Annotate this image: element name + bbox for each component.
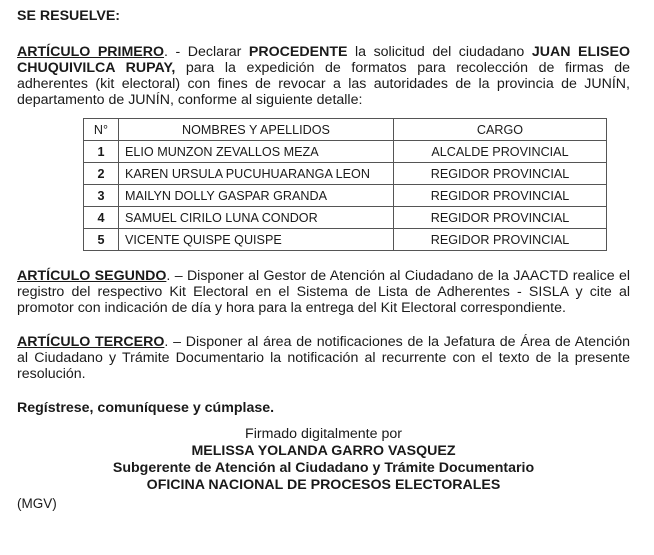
table-row: [84, 229, 607, 251]
row-cargo: REGIDOR PROVINCIAL: [394, 163, 607, 185]
signer-organization: OFICINA NACIONAL DE PROCESOS ELECTORALES: [146, 477, 501, 493]
header-cargo: CARGO: [394, 119, 607, 141]
articulo-primero-text-1: . - Declarar: [164, 44, 249, 60]
closing-statement: Regístrese, comuníquese y cúmplase.: [17, 400, 275, 416]
table-header-row: [84, 119, 607, 141]
articulo-segundo-label: ARTÍCULO SEGUNDO: [17, 268, 167, 284]
row-cargo: REGIDOR PROVINCIAL: [394, 229, 607, 251]
articulo-primero-text-2: la solicitud del ciudadano: [347, 44, 532, 60]
row-number: 4: [84, 207, 119, 229]
articulo-tercero-paragraph: [17, 334, 630, 382]
authorities-table-wrapper: [83, 118, 630, 251]
articulo-tercero-label: ARTÍCULO TERCERO: [17, 334, 165, 350]
signature-line-digitally-signed: Firmado digitalmente por: [245, 426, 402, 442]
articulo-primero-label: ARTÍCULO PRIMERO: [17, 44, 165, 60]
articulo-tercero-text: . – Disponer al área de notificaciones de la Jefatura de Área de Atención al Ciudadano y Trámite Documentario la notificación al recurrente con el texto de la presente resolución.: [17, 334, 630, 382]
spacer: [17, 382, 630, 400]
signer-position: Subgerente de Atención al Ciudadano y Trámite Documentario: [112, 460, 535, 476]
row-cargo: REGIDOR PROVINCIAL: [394, 207, 607, 229]
table-row: [84, 141, 607, 163]
row-cargo: ALCALDE PROVINCIAL: [394, 141, 607, 163]
header-names: NOMBRES Y APELLIDOS: [119, 119, 394, 141]
section-heading: SE RESUELVE:: [17, 8, 121, 24]
articulo-primero-bold-citizen: JUAN ELISEO CHUQUIVILCA RUPAY,: [17, 44, 631, 76]
table-row: [84, 185, 607, 207]
articulo-primero-text-3: para la expedición de formatos para recolección de firmas de adherentes (kit electoral) con fines de revocar a las autoridades de la provincia de JUNÍN, departamento de JUNÍN, conforme al siguiente detalle:: [17, 60, 630, 108]
table-row: [84, 207, 607, 229]
row-name: ELIO MUNZON ZEVALLOS MEZA: [119, 141, 394, 163]
articulo-segundo-paragraph: [17, 268, 630, 316]
row-number: 2: [84, 163, 119, 185]
authorities-table: [83, 118, 607, 251]
signer-name: MELISSA YOLANDA GARRO VASQUEZ: [191, 443, 456, 459]
row-number: 3: [84, 185, 119, 207]
row-name: SAMUEL CIRILO LUNA CONDOR: [119, 207, 394, 229]
articulo-segundo-text: . – Disponer al Gestor de Atención al Ciudadano de la JAACTD realice el registro del respectivo Kit Electoral en el Sistema de Lista de Adherentes - SISLA y cite al promotor con indicación de día y hora para la entrega del Kit Electoral correspondiente.: [17, 268, 630, 316]
document-initials: (MGV): [17, 496, 57, 511]
row-number: 1: [84, 141, 119, 163]
digital-signature-block: [17, 426, 630, 494]
table-row: [84, 163, 607, 185]
row-name: KAREN URSULA PUCUHUARANGA LEON: [119, 163, 394, 185]
row-number: 5: [84, 229, 119, 251]
spacer: [17, 251, 630, 268]
resolution-document: [17, 8, 630, 512]
spacer: [17, 316, 630, 334]
articulo-primero-paragraph: [17, 44, 630, 108]
row-name: MAILYN DOLLY GASPAR GRANDA: [119, 185, 394, 207]
row-name: VICENTE QUISPE QUISPE: [119, 229, 394, 251]
header-number: N°: [84, 119, 119, 141]
articulo-primero-bold-procedente: PROCEDENTE: [248, 44, 348, 60]
row-cargo: REGIDOR PROVINCIAL: [394, 185, 607, 207]
